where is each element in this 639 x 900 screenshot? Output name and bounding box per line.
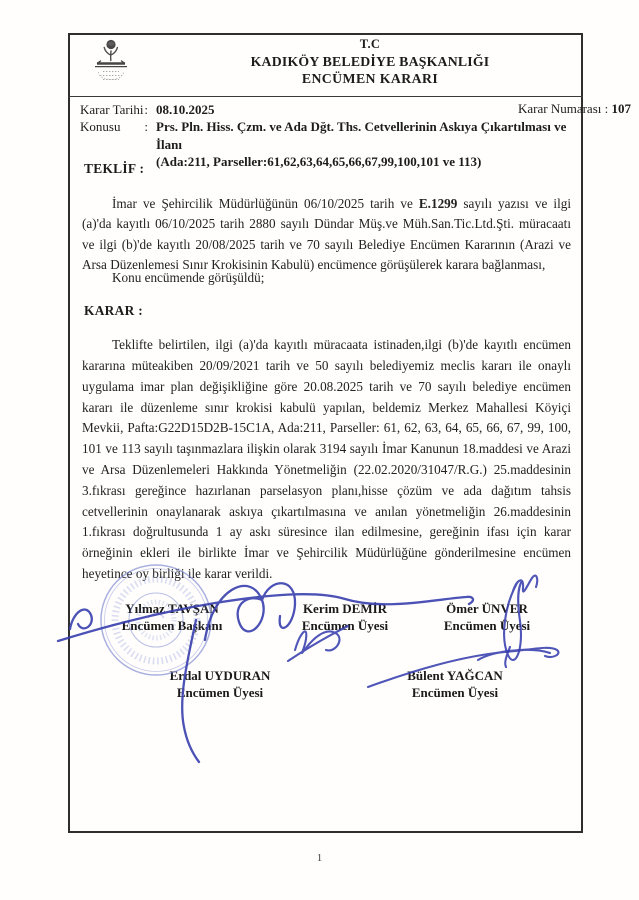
karar-paragraph: Teklifte belirtilen, ilgi (a)'da kayıtlı müracaata istinaden,ilgi (b)'de kayıtlı encümen kararına müteakiben 20/09/2021 tarih ve 50 sayılı belediyemiz meclis kararı ile onaylı uygulama imar plan değişikliğine göre 20.08.2025 tarih ve 70 sayılı belediye encümen kararı ile düzenleme sınır krokisi kabulü yapılan, beldemiz Merkez Mahallesi Köyiçi Mevkii, Pafta:G22D15D2B-15C1A, Ada:211, Parseller: 61, 62, 63, 64, 65, 66, 67, 99, 100, 101 ve 113 sayılı taşınmazlara ilişkin olarak 3194 sayılı İmar Kanunun 18.maddesi ve Arazi ve Arsa Düzenlemeleri Hakkında Yönetmeliğin (22.02.2020/31047/R.G.) 25.maddesinin 3.fıkrası gereğince hazırlanan parselasyon planı,hisse çözüm ve ada dağıtım tahsis cetvellerinin onaylanarak askıya çıkartılmasına ve anılan yönetmeliğin 26.maddesinin 1.fıkrası doğrultusunda 1 ay askı süresince ilan edilmesine, gereğinin ifası için karar örneğinin ekleri ile birlikte İmar ve Şehircilik Müdürlüğüne gönderilmesine encümen heyetince oy birliği ile karar verildi. xyxy=(82,337,571,581)
subject-label: Konusu xyxy=(80,119,121,135)
signature-block-chairman xyxy=(90,601,254,634)
decision-meta xyxy=(80,101,576,171)
header-divider xyxy=(68,96,583,97)
subject-line1: Prs. Pln. Hiss. Çzm. ve Ada Dğt. Ths. Cetvellerinin Askıya Çıkartılması ve İlanı xyxy=(156,119,567,152)
signer-title: Encümen Başkanı xyxy=(121,617,223,633)
municipality-name: KADIKÖY BELEDİYE BAŞKANLIĞI xyxy=(250,53,490,69)
signer-title: Encümen Üyesi xyxy=(443,617,531,633)
signer-name: Kerim DEMİR xyxy=(302,601,388,616)
decision-date-label: Karar Tarihi xyxy=(80,102,144,117)
republic-abbrev: T.C xyxy=(359,37,381,51)
karar-heading: KARAR : xyxy=(84,303,144,318)
decision-date-row xyxy=(80,101,576,118)
signature-block-member-2 xyxy=(405,601,569,634)
document-header xyxy=(158,37,582,87)
signer-name: Bülent YAĞCAN xyxy=(407,668,503,683)
rose-emblem-icon xyxy=(86,36,136,92)
teklif-paragraph xyxy=(82,194,571,275)
teklif-closing-line: Konu encümende görüşüldü; xyxy=(112,270,265,285)
signer-name: Yılmaz TAVŞAN xyxy=(125,601,219,616)
signature-block-member-3 xyxy=(138,668,302,701)
colon: : xyxy=(144,102,148,117)
signer-title: Encümen Üyesi xyxy=(411,684,499,700)
teklif-text-c: sayılı yazısı ve ilgi (a)'da kayıtlı 06/10/2025 tarih 2880 sayılı Dündar Müş.ve Müh.San.Tic.Ltd.Şti. müracaatı ve ilgi (b)'de kayıtlı 20/08/2025 tarih ve 70 sayılı Belediye Encümen Kararının (Arazi ve Arsa Düzenlemesi Sınır Krokisinin Kabulü) encümence görüşülerek karara bağlanması, xyxy=(82,196,571,272)
colon: : xyxy=(144,119,148,135)
document-type-title: ENCÜMEN KARARI xyxy=(301,70,439,86)
decision-number-label: Karar Numarası : xyxy=(518,101,609,116)
teklif-text-a: İmar ve Şehircilik Müdürlüğünün 06/10/2025 tarih ve xyxy=(112,196,419,212)
municipality-logo xyxy=(86,36,136,92)
subject-row xyxy=(80,118,576,170)
decision-number xyxy=(518,101,631,117)
signer-title: Encümen Üyesi xyxy=(176,684,264,700)
signer-name: Erdal UYDURAN xyxy=(169,668,271,683)
decision-number-value: 107 xyxy=(611,101,631,116)
teklif-heading: TEKLİF : xyxy=(84,161,145,176)
signature-block-member-4 xyxy=(373,668,537,701)
decision-date-value: 08.10.2025 xyxy=(156,102,215,117)
signer-title: Encümen Üyesi xyxy=(301,617,389,633)
subject-line2: (Ada:211, Parseller:61,62,63,64,65,66,67,99,100,101 ve 113) xyxy=(156,154,482,170)
page-number: 1 xyxy=(316,852,323,864)
signer-name: Ömer ÜNVER xyxy=(446,601,528,616)
teklif-ref-number: E.1299 xyxy=(418,196,458,212)
signature-block-member-1 xyxy=(263,601,427,634)
